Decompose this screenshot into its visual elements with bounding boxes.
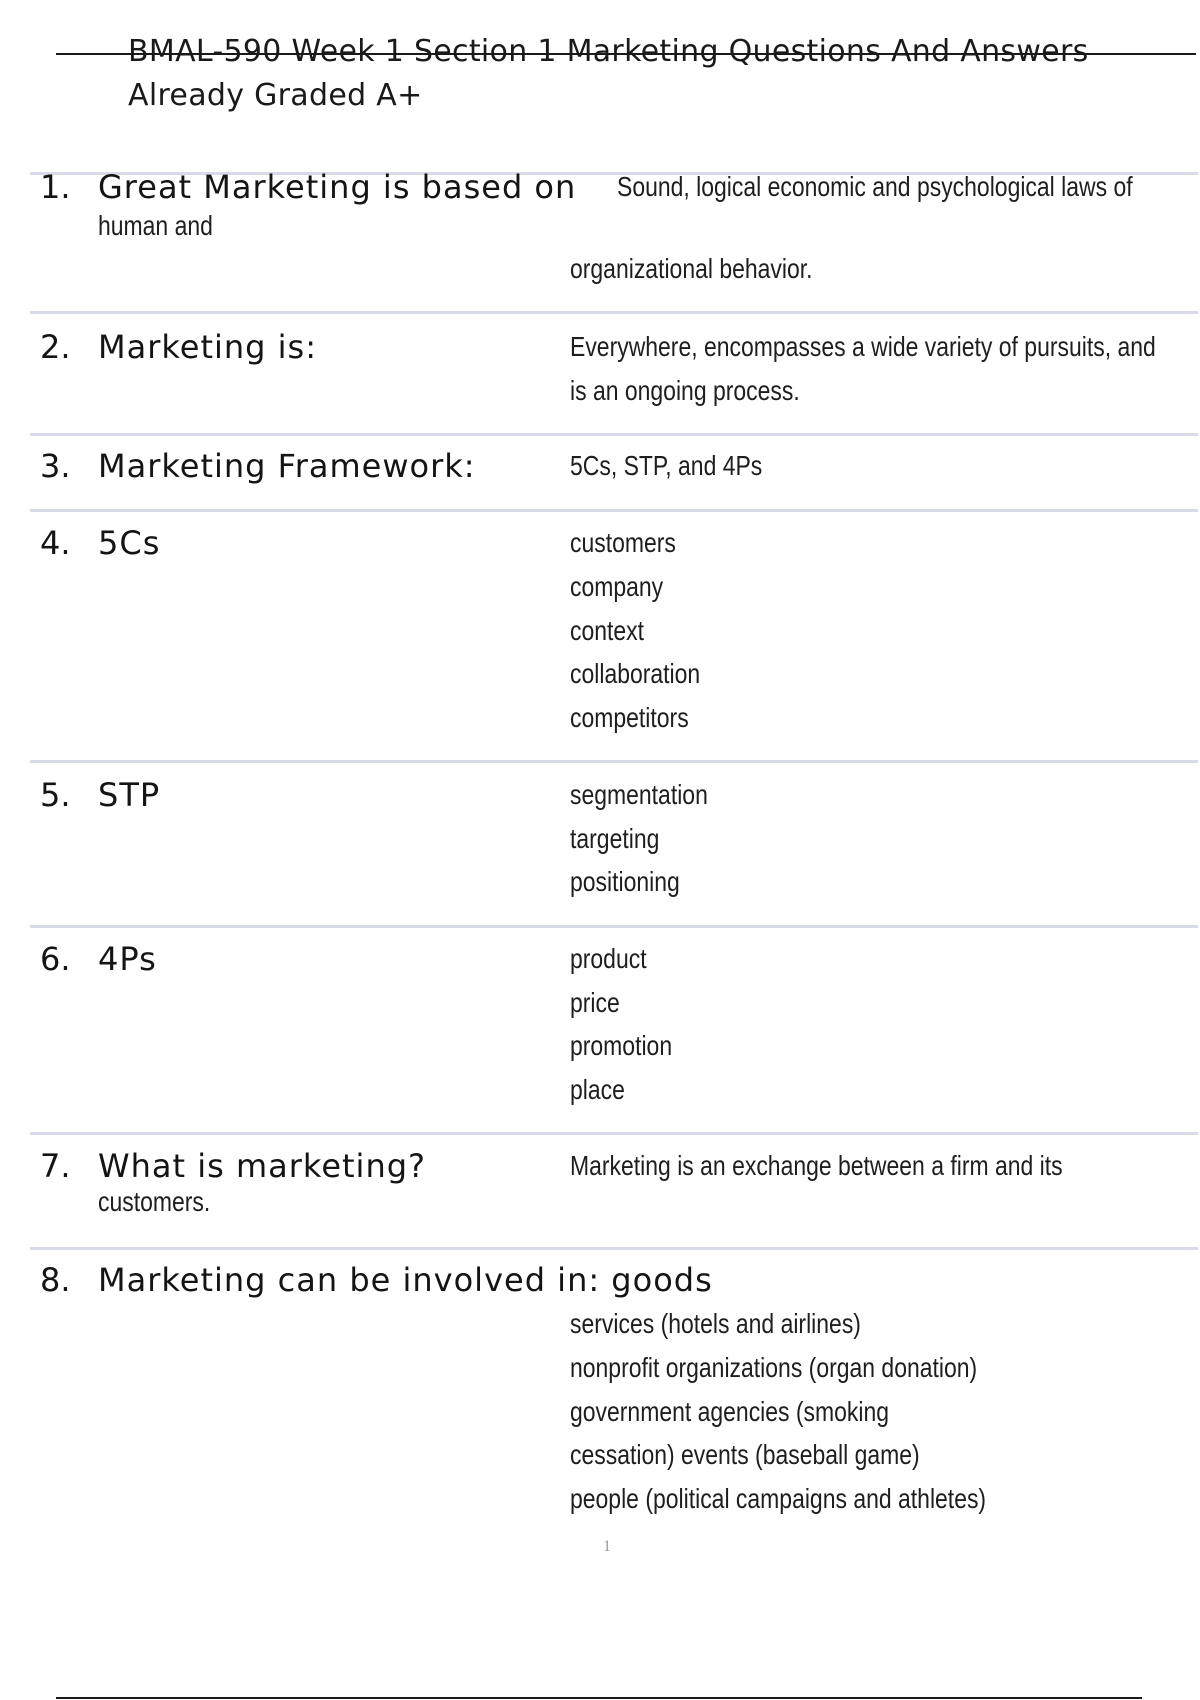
question-continuation: human and	[98, 210, 213, 241]
answer-line: organizational behavior.	[570, 253, 813, 284]
item-number: 5.	[40, 776, 71, 814]
answer-line: 5Cs, STP, and 4Ps	[570, 450, 763, 481]
answer-line: cessation) events (baseball game)	[570, 1439, 920, 1470]
answer-line: Everywhere, encompasses a wide variety of pursuits, and	[570, 331, 1156, 362]
divider	[30, 1247, 1198, 1250]
answer-line: targeting	[570, 823, 660, 854]
divider	[30, 311, 1198, 314]
divider	[30, 1132, 1198, 1135]
question-text: STP	[98, 776, 161, 814]
title-line-1: BMAL-590 Week 1 Section 1 Marketing Questions And Answers	[128, 34, 1089, 69]
item-number: 3.	[40, 447, 71, 485]
answer-line: people (political campaigns and athletes)	[570, 1483, 987, 1514]
footer-rule	[56, 1697, 1142, 1699]
item-number: 2.	[40, 328, 71, 366]
question-text: Marketing Framework:	[98, 447, 476, 485]
answer-line: government agencies (smoking	[570, 1396, 890, 1427]
item-number: 4.	[40, 524, 71, 562]
answer-line: positioning	[570, 866, 680, 897]
item-number: 6.	[40, 940, 71, 978]
answer-line: Marketing is an exchange between a firm and its	[570, 1150, 1063, 1181]
title-line-2: Already Graded A+	[128, 78, 423, 113]
divider	[30, 925, 1198, 928]
answer-line: company	[570, 571, 664, 602]
divider	[30, 433, 1198, 436]
divider	[30, 760, 1198, 763]
page-number: 1	[603, 1538, 611, 1555]
answer-line: price	[570, 987, 620, 1018]
answer-line: Sound, logical economic and psychological laws of	[617, 171, 1133, 202]
question-text: 4Ps	[98, 940, 157, 978]
question-text: Marketing can be involved in: goods	[98, 1261, 713, 1299]
document-title	[0, 0, 1200, 140]
answer-line: competitors	[570, 702, 689, 733]
answer-line: nonprofit organizations (organ donation)	[570, 1352, 978, 1383]
item-number: 1.	[40, 168, 71, 206]
answer-line: promotion	[570, 1030, 673, 1061]
answer-line: product	[570, 943, 647, 974]
item-number: 7.	[40, 1147, 71, 1185]
item-number: 8.	[40, 1261, 71, 1299]
answer-line: place	[570, 1074, 625, 1105]
answer-line: customers	[570, 527, 676, 558]
question-text: What is marketing?	[98, 1147, 427, 1185]
answer-line: services (hotels and airlines)	[570, 1308, 861, 1339]
divider	[30, 509, 1198, 512]
question-text: Great Marketing is based on	[98, 168, 577, 206]
question-text: 5Cs	[98, 524, 161, 562]
answer-line: collaboration	[570, 658, 701, 689]
question-continuation: customers.	[98, 1186, 211, 1217]
answer-line: context	[570, 615, 645, 646]
question-text: Marketing is:	[98, 328, 317, 366]
answer-line: segmentation	[570, 779, 708, 810]
answer-line: is an ongoing process.	[570, 375, 800, 406]
